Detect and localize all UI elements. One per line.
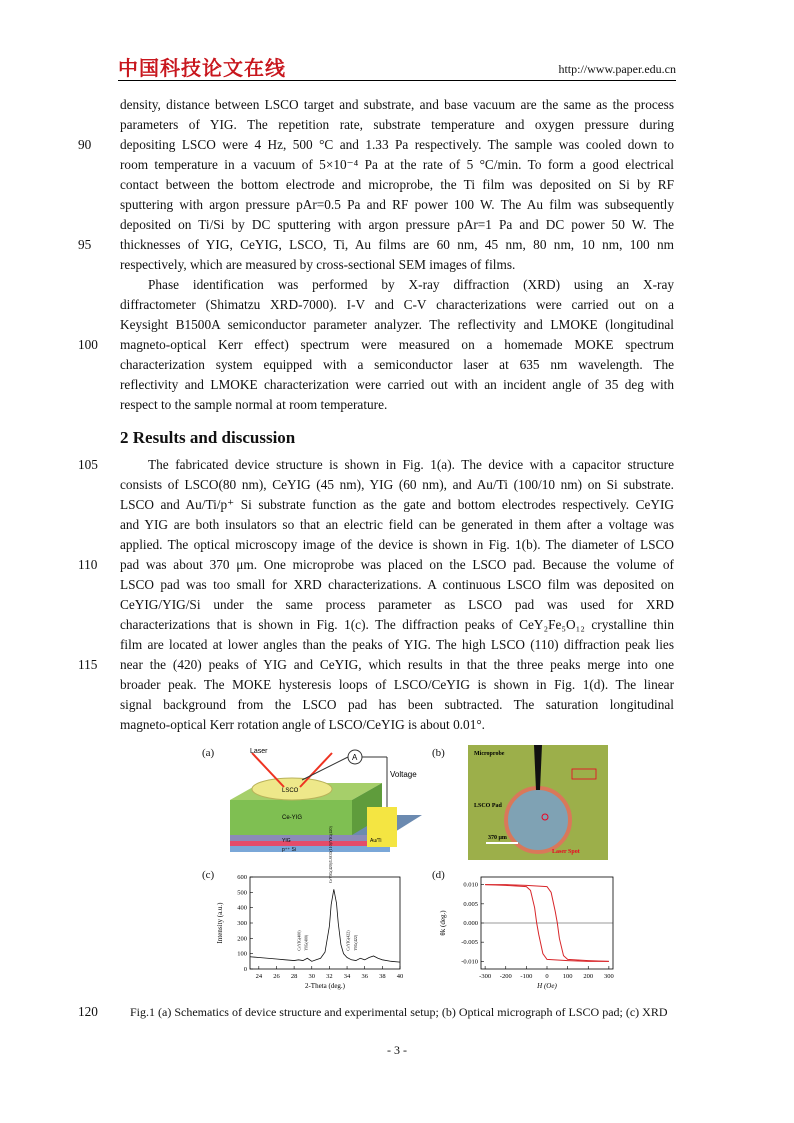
y-tick-label: 100 — [237, 950, 247, 958]
text-line: depositing LSCO were 4 Hz, 500 °C and 1.33 Pa respectively. The sample was cooled down to — [120, 137, 674, 152]
panel-a-label: (a) — [202, 747, 215, 759]
line-number: 90 — [78, 137, 92, 152]
text-line: characterization system equipped with a semiconductor laser at 635 nm wavelength. The — [120, 357, 674, 372]
x-tick-label: 26 — [273, 973, 280, 980]
x-tick-label: -200 — [499, 973, 512, 980]
page-number: - 3 - — [387, 1043, 407, 1057]
panel-c-label: (c) — [202, 869, 215, 881]
text-line: respectively, which are measured by cross-sectional SEM images of films. — [120, 257, 516, 272]
x-axis-label: H (Oe) — [537, 982, 557, 990]
line-number: 110 — [78, 557, 98, 572]
text-line: respect to the sample normal at room temperature. — [120, 397, 388, 412]
text-line: thicknesses of YIG, CeYIG, LSCO, Ti, Au films are 60 nm, 45 nm, 80 nm, 10 nm, 100 nm — [120, 237, 674, 252]
text-line: diffractometer (Shimatzu XRD-7000). I-V and C-V characterizations were carried out on a — [120, 297, 674, 312]
laser-label: Laser — [250, 748, 268, 755]
text-line: LSCO and Au/Ti/p⁺ Si substrate function as the gate and bottom electrodes respectively. CeYIG — [120, 497, 674, 512]
text-line: contact between the bottom electrode and microprobe, the Ti film was deposited on Si by RF — [120, 177, 674, 192]
line-number: 115 — [78, 657, 98, 672]
y-tick-label: 400 — [237, 904, 247, 912]
si-layer-label: p⁺⁺ Si — [282, 847, 296, 853]
x-tick-label: 30 — [308, 973, 316, 980]
y-tick-label: 0.005 — [463, 900, 478, 908]
page-header — [118, 58, 676, 81]
laser-spot-label: Laser Spot — [552, 849, 580, 855]
y-tick-label: 0.000 — [463, 920, 478, 927]
header-url[interactable]: http://www.paper.edu.cn — [558, 62, 676, 76]
y-tick-label: 300 — [237, 920, 247, 927]
text-line: reflectivity and LMOKE characterization were carried out with an incident angle of 35 deg with — [120, 377, 674, 392]
journal-logo: 中国科技论文在线 — [118, 56, 286, 80]
y-tick-label: 600 — [237, 874, 247, 881]
text-line: deposited on Ti/Si by DC sputtering with argon pressure pAr=1 Pa and DC power 50 W. The — [120, 217, 674, 232]
figure-caption: Fig.1 (a) Schematics of device structure and experimental setup; (b) Optical micrograph of LSCO pad; (c) XRD — [130, 1005, 668, 1019]
text-line: The fabricated device structure is shown in Fig. 1(a). The device with a capacitor structure — [148, 457, 674, 472]
text-line: consists of LSCO(80 nm), CeYIG (45 nm), YIG (60 nm), and Au/Ti (100/10 nm) on Si substrate. — [120, 477, 674, 492]
x-tick-label: 32 — [326, 973, 333, 980]
x-tick-label: 24 — [255, 973, 263, 980]
text-line: broader peak. The MOKE hysteresis loops of LSCO/CeYIG is shown in Fig. 1(d). The linear — [120, 677, 674, 692]
auti-label: Au/Ti — [370, 838, 382, 844]
x-tick-label: -300 — [479, 973, 492, 980]
ammeter-label: A — [352, 753, 358, 762]
device-schematic — [222, 745, 432, 865]
text-line: characterizations that is shown in Fig. 1(c). The diffraction peaks of CeY₂Fe₅O₁₂ crystalline thin — [120, 617, 674, 632]
ceyig-layer-label: Ce-YIG — [282, 815, 303, 821]
text-line: parameters of YIG. The repetition rate, substrate temperature and oxygen pressure during — [120, 117, 674, 132]
y-axis-label: θk (deg.) — [439, 910, 447, 936]
plot-frame — [250, 877, 400, 969]
peak-label: YIG(400) — [303, 934, 309, 951]
panel-d-label: (d) — [432, 869, 445, 881]
scale-bar-label: 370 μm — [488, 835, 507, 841]
x-tick-label: 0 — [545, 973, 549, 980]
peak-label: CeYIG(422) — [345, 930, 351, 951]
text-line: applied. The optical microscopy image of the device is shown in Fig. 1(b). The diameter of LSCO — [120, 537, 674, 552]
y-tick-label: 500 — [237, 889, 247, 897]
text-line: and YIG are both insulators so that an electric field can be generated in them after a voltage was — [120, 517, 674, 532]
peak-label: YIG(422) — [352, 934, 358, 951]
x-tick-label: 300 — [604, 973, 614, 980]
y-tick-label: 0 — [243, 966, 247, 973]
peak-label: CeYIG(400) — [296, 930, 302, 951]
text-line: room temperature in a vacuum of 5×10⁻⁴ Pa at the rate of 5 °C/min. To form a good electrical — [120, 157, 674, 172]
x-axis-label: 2-Theta (deg.) — [304, 982, 346, 990]
x-tick-label: 28 — [290, 973, 298, 980]
text-line: film are located at lower angles than the peaks of YIG. The high LSCO (110) diffraction peak lies — [120, 637, 674, 652]
microprobe-label: Microprobe — [474, 751, 505, 757]
y-axis-label: Intensity (a.u.) — [216, 902, 224, 944]
text-line: Phase identification was performed by X-ray diffraction (XRD) using an X-ray — [148, 277, 674, 292]
text-line: signal background from the LSCO pad has been subtracted. The saturation longitudinal — [120, 697, 674, 712]
text-line: magneto-optical Kerr effect) spectrum were measured on a homemade MOKE spectrum — [120, 337, 674, 352]
voltage-label: Voltage — [390, 770, 417, 779]
text-line: magneto-optical Kerr rotation angle of LSCO/CeYIG is about 0.01°. — [120, 717, 485, 732]
section-heading: 2 Results and discussion — [120, 428, 296, 447]
x-tick-label: 36 — [361, 973, 368, 980]
line-number: 95 — [78, 237, 92, 252]
lsco-pad-label: LSCO Pad — [474, 803, 502, 809]
text-line: sputtering with argon pressure pAr=0.5 Pa and RF power 100 W. The Au film was subsequently — [120, 197, 674, 212]
line-number: 105 — [78, 457, 98, 472]
text-line: Keysight B1500A semiconductor parameter analyzer. The reflectivity and LMOKE (longitudinal — [120, 317, 674, 332]
y-tick-label: -0.005 — [461, 939, 478, 947]
x-tick-label: -100 — [520, 973, 533, 980]
moke-chart — [435, 869, 630, 999]
y-tick-label: 200 — [237, 935, 247, 943]
x-tick-label: 38 — [379, 973, 386, 980]
yig-layer-label: YIG — [282, 838, 291, 844]
x-tick-label: 40 — [396, 973, 404, 980]
caption-line-number: 120 — [78, 1004, 98, 1019]
panel-b-label: (b) — [432, 747, 445, 759]
text-line: pad was about 370 μm. One microprobe was placed on the LSCO pad. Because the volume of — [120, 557, 674, 572]
lsco-layer-label: LSCO — [282, 788, 299, 794]
text-line: LSCO pad was too small for XRD characterizations. A continuous LSCO film was deposited on — [120, 577, 674, 592]
peak-label: CeYIG(420)/LSCO(110)/YIG(420) — [328, 826, 334, 884]
xrd-curve — [250, 889, 400, 962]
optical-micrograph — [468, 745, 608, 860]
x-tick-label: 100 — [562, 973, 573, 980]
y-tick-label: 0.010 — [463, 881, 478, 889]
line-number: 100 — [78, 337, 98, 352]
figure-1 — [200, 745, 630, 1000]
text-line: density, distance between LSCO target and substrate, and base vacuum are the same as the process — [120, 97, 674, 112]
x-tick-label: 200 — [583, 973, 594, 980]
x-tick-label: 34 — [343, 973, 351, 980]
y-tick-label: -0.010 — [461, 958, 478, 966]
text-line: CeYIG/YIG/Si under the same process parameter as LSCO pad was used for XRD — [120, 597, 674, 612]
text-line: near the (420) peaks of YIG and CeYIG, which results in that the three peaks merge into one — [120, 657, 674, 672]
